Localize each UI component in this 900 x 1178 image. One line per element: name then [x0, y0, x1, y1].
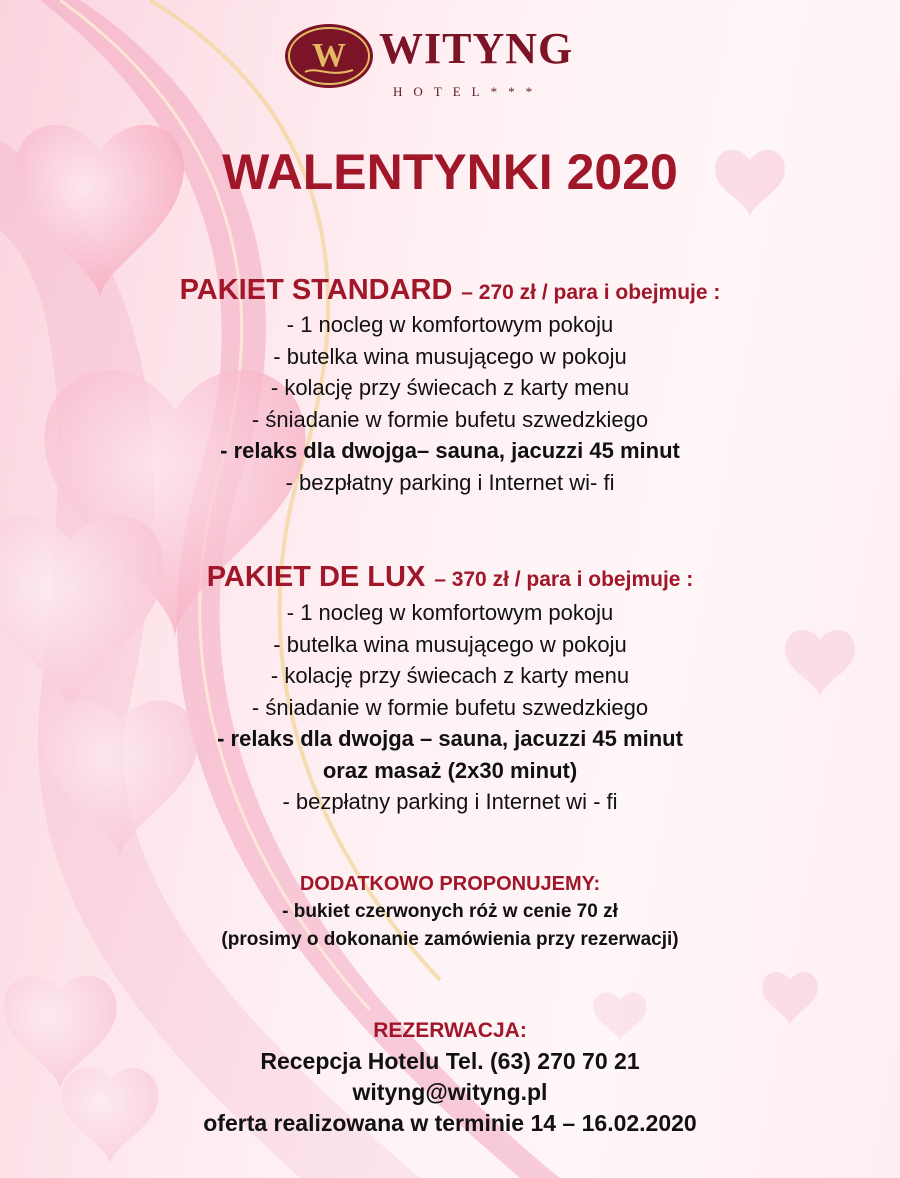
list-item: - relaks dla dwojga – sauna, jacuzzi 45 minut — [217, 726, 683, 751]
list-item: - butelka wina musującego w pokoju — [273, 343, 627, 369]
package-delux-heading — [0, 560, 900, 599]
list-item: - 1 nocleg w komfortowym pokoju — [286, 600, 614, 625]
list-item: - śniadanie w formie bufetu szwedzkiego — [251, 694, 649, 720]
logo-name: WITYNG — [379, 24, 574, 73]
package-name: PAKIET DE LUX — [206, 561, 426, 593]
list-item: - kolację przy świecach z karty menu — [270, 663, 630, 688]
offer-dates: oferta realizowana w terminie 14 – 16.02.2020 — [203, 1110, 697, 1136]
list-item: - kolację przy świecach z karty menu — [270, 375, 630, 400]
reservation-phone: Recepcja Hotelu Tel. (63) 270 70 21 — [260, 1048, 640, 1074]
package-price: – 270 zł / para i obejmuje : — [461, 281, 721, 304]
list-item: - butelka wina musującego w pokoju — [273, 631, 627, 657]
list-item: - bezpłatny parking i Internet wi- fi — [285, 469, 615, 495]
list-item: - relaks dla dwojga– sauna, jacuzzi 45 minut — [220, 438, 680, 463]
logo-subtitle: HOTEL*** — [393, 84, 544, 99]
wityng-monogram-icon — [283, 22, 375, 90]
extra-offer — [0, 870, 900, 954]
main-title: WALENTYNKI 2020 — [222, 144, 678, 200]
extra-heading: DODATKOWO PROPONUJEMY: — [299, 873, 601, 895]
package-price: – 370 zł / para i obejmuje : — [434, 568, 694, 591]
svg-text:W: W — [312, 37, 346, 74]
package-standard-heading — [0, 273, 900, 312]
reservation-section — [0, 1016, 900, 1139]
package-name: PAKIET STANDARD — [179, 274, 453, 306]
extra-line: - bukiet czerwonych róż w cenie 70 zł — [282, 901, 618, 922]
list-item: - 1 nocleg w komfortowym pokoju — [286, 312, 614, 337]
reservation-heading: REZERWACJA: — [373, 1019, 527, 1042]
hotel-logo — [283, 22, 603, 99]
reservation-email: wityng@wityng.pl — [352, 1079, 548, 1105]
extra-line: (prosimy o dokonanie zamówienia przy rezerwacji) — [221, 929, 679, 950]
list-item: - bezpłatny parking i Internet wi - fi — [282, 789, 618, 814]
list-item: oraz masaż (2x30 minut) — [322, 757, 578, 783]
package-standard-items — [0, 309, 900, 498]
package-delux-items — [0, 597, 900, 818]
list-item: - śniadanie w formie bufetu szwedzkiego — [251, 406, 649, 432]
